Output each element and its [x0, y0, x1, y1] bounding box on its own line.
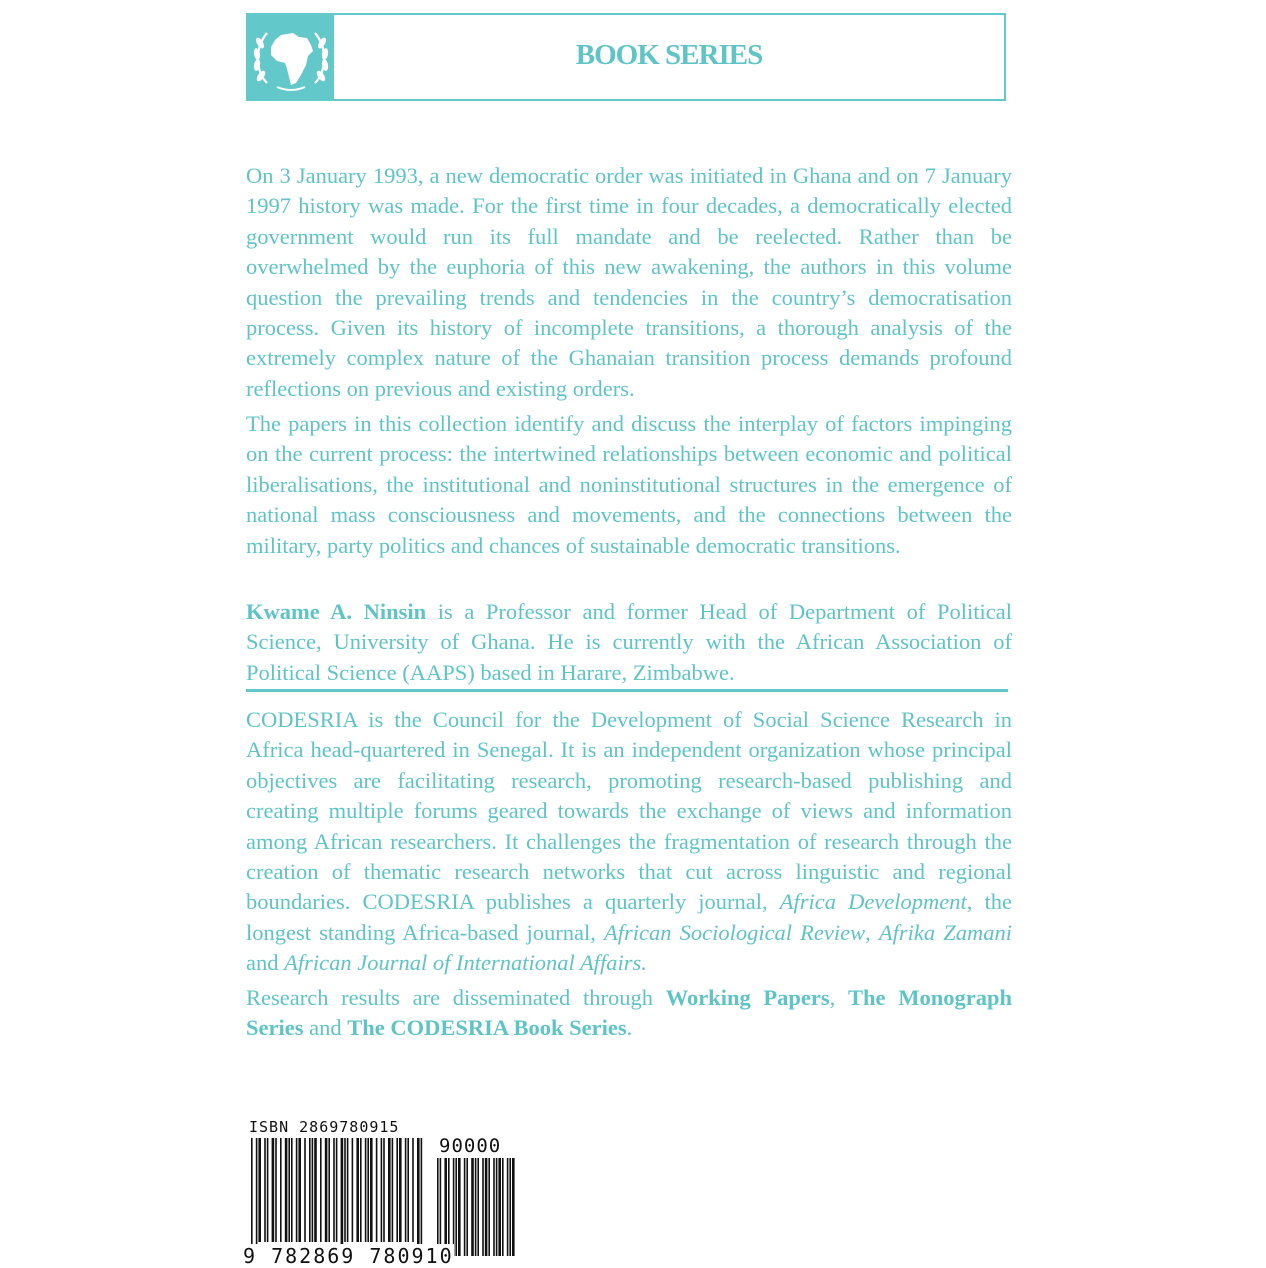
barcode-bar: [333, 1138, 335, 1242]
barcode-bar: [285, 1138, 288, 1242]
results-text: .: [626, 1015, 633, 1041]
addon-barcode-bar: [477, 1158, 479, 1256]
price-code: 90000: [439, 1135, 502, 1157]
barcode-bar: [421, 1138, 423, 1256]
barcode-bar: [383, 1138, 385, 1242]
addon-barcode-bar: [458, 1158, 461, 1256]
barcode-bar: [356, 1138, 359, 1242]
barcode-bar: [381, 1138, 383, 1242]
series-name: Working Papers: [665, 985, 830, 1010]
barcode-bar: [399, 1138, 402, 1242]
codesria-paragraph: [246, 705, 1012, 979]
description-paragraph-1: On 3 January 1993, a new democratic order was initiated in Ghana and on 7 January 1997 history was made. For the first time in four decades, a democratically elected government would run its full mandate and be reelected. Rather than be overwhelmed by the euphoria of this new awakening, the authors in this volume question the prevailing trends and tendencies in the country’s democratisation process. Given its history of incomplete transitions, a thorough analysis of the extremely complex nature of the Ghanaian transition process demands profound reflections on previous and existing orders.: [246, 163, 1012, 401]
barcode-bar: [298, 1138, 301, 1242]
barcode-bar: [275, 1138, 277, 1242]
isbn-barcode: [243, 1118, 517, 1268]
results-text: ,: [829, 985, 849, 1010]
addon-barcode-bar: [448, 1158, 450, 1256]
barcode-bar: [309, 1138, 311, 1242]
results-text: Research results are disseminated through: [246, 985, 666, 1010]
journal-title: African Sociological Review: [603, 919, 866, 945]
journal-title: Africa Development: [779, 889, 967, 915]
addon-barcode-bar: [464, 1158, 466, 1256]
addon-barcode-bar: [437, 1158, 439, 1256]
barcode-bar: [256, 1138, 258, 1256]
addon-barcode-bar: [488, 1158, 490, 1256]
addon-barcode-bar: [512, 1158, 515, 1256]
barcode-bar: [344, 1138, 346, 1242]
research-results-paragraph: [246, 983, 1012, 1044]
series-header-box: [246, 13, 1006, 101]
addon-barcode-bar: [453, 1158, 455, 1256]
journal-title: African Journal of International Affairs.: [284, 950, 647, 976]
barcode-bar: [296, 1138, 298, 1242]
description-paragraph-2: The papers in this collection identify and discuss the interplay of factors impinging on the current process: the intertwined relationships between economic and political liberalisations, the institutional and noninstitutional structures in the emergence of national mass consciousness and movements, and the connections between the military, party politics and chances of sustainable democratic transitions.: [246, 411, 1012, 558]
barcode-bar: [341, 1138, 344, 1256]
barcode-bar: [280, 1138, 282, 1242]
author-bio: is a Professor and former Head of Department of Political Science, University of Ghana. He is currently with the African Association of Political Science (AAPS) based in Harare, Zimbabwe.: [246, 599, 1012, 685]
ean-digits: 9 782869 780910: [243, 1244, 454, 1268]
author-bio-paragraph: [246, 597, 1012, 688]
barcode-bar: [392, 1138, 394, 1242]
barcode-bar: [336, 1138, 338, 1242]
addon-barcode-bar: [440, 1158, 442, 1256]
separator-text: and: [246, 950, 285, 976]
barcode-bar: [388, 1138, 391, 1242]
barcode-bar: [376, 1138, 378, 1242]
series-name: The CODESRIA Book Series: [347, 1015, 627, 1041]
addon-barcode-bar: [455, 1158, 457, 1256]
barcode-bar: [264, 1138, 266, 1242]
codesria-text: , the longest standing Africa-based journal,: [246, 889, 1012, 945]
barcode-bar: [272, 1138, 275, 1242]
addon-barcode-bar: [482, 1158, 484, 1256]
barcode-bar: [347, 1138, 349, 1242]
barcode-bar: [291, 1138, 293, 1242]
journal-title: Afrika Zamani: [878, 919, 1012, 945]
barcode-bar: [312, 1138, 314, 1242]
barcode-bar: [258, 1138, 261, 1242]
separator-text: ,: [865, 919, 879, 945]
barcode-bar: [365, 1138, 367, 1242]
addon-barcode-bar: [444, 1158, 447, 1256]
section-divider: [246, 689, 1008, 692]
barcode-bar: [396, 1138, 398, 1242]
barcode-bar: [417, 1138, 420, 1256]
addon-barcode-bar: [507, 1158, 509, 1256]
barcode-bar: [288, 1138, 290, 1242]
barcode-bar: [314, 1138, 317, 1242]
addon-barcode-bar: [466, 1158, 468, 1256]
barcode-bar: [407, 1138, 409, 1242]
addon-barcode-bar: [475, 1158, 477, 1256]
addon-barcode-bar: [493, 1158, 495, 1256]
series-name: The Monograph Series: [246, 985, 1012, 1041]
barcode-bar: [325, 1138, 328, 1242]
barcode-bar: [360, 1138, 362, 1242]
barcode-bar: [352, 1138, 354, 1242]
barcode-bar: [328, 1138, 330, 1242]
results-text: and: [303, 1015, 348, 1041]
barcode-bar: [412, 1138, 414, 1242]
barcode-bar: [320, 1138, 322, 1242]
codesria-text: CODESRIA is the Council for the Development of Social Science Research in Africa head-quartered in Senegal. It is an independent organization whose principal objectives are facilitating research, promoting research-based publishing and creating multiple forums geared towards the exchange of views and information among African researchers. It challenges the fragmentation of research through the creation of thematic research networks that cut across linguistic and regional boundaries. CODESRIA publishes a quarterly journal,: [246, 707, 1012, 915]
barcode-bar: [304, 1138, 306, 1242]
addon-barcode-bar: [485, 1158, 488, 1256]
series-title: BOOK SERIES: [575, 39, 763, 71]
addon-barcode-bar: [509, 1158, 511, 1256]
barcode-bar: [405, 1138, 407, 1242]
isbn-label: ISBN 2869780915: [249, 1118, 400, 1136]
barcode-bar: [367, 1138, 369, 1242]
addon-barcode-bar: [471, 1158, 474, 1256]
addon-barcode-bar: [498, 1158, 501, 1256]
barcode-bar: [370, 1138, 373, 1242]
addon-barcode-bar: [502, 1158, 504, 1256]
barcode-bar: [267, 1138, 269, 1242]
author-name: Kwame A. Ninsin: [246, 599, 427, 624]
barcode-bars: [247, 1138, 517, 1256]
africa-laurel-emblem-icon: [251, 21, 331, 97]
addon-barcode-bar: [496, 1158, 498, 1256]
logo-panel: [248, 15, 334, 99]
barcode-bar: [251, 1138, 253, 1256]
